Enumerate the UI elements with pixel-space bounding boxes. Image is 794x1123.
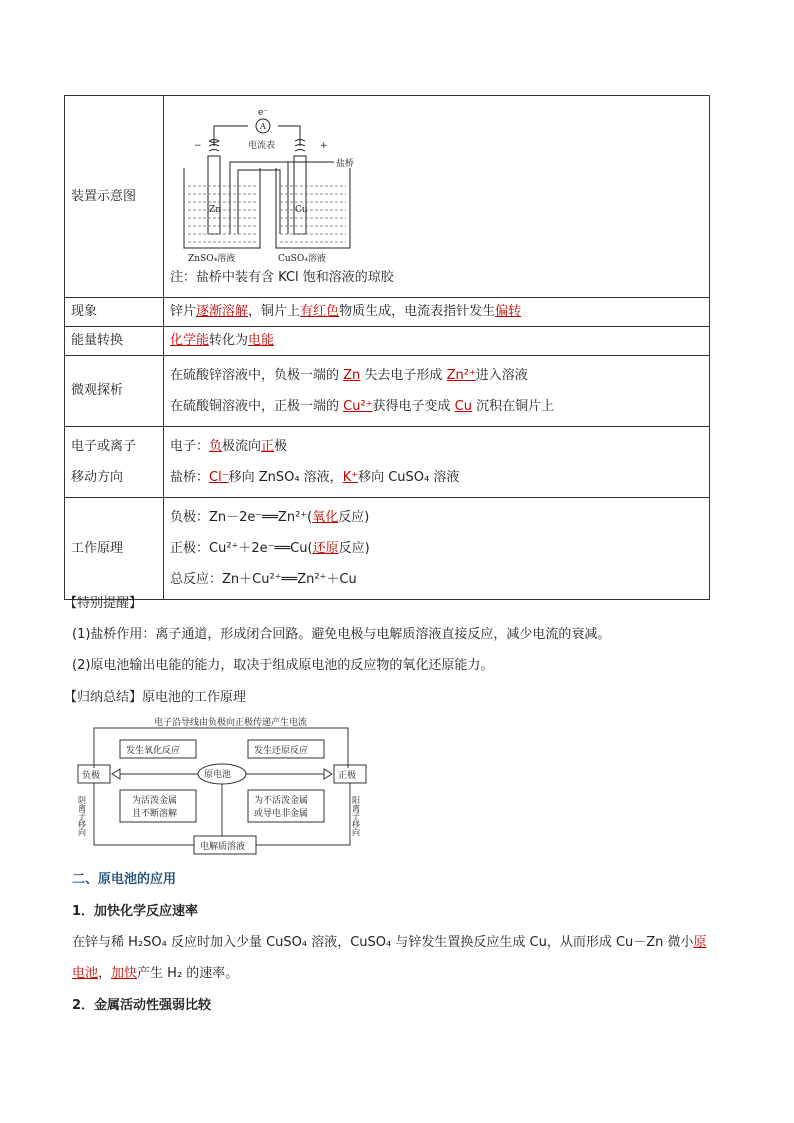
svg-text:负极: 负极 <box>82 771 101 781</box>
row-label: 能量转换 <box>65 327 164 356</box>
subsection-title: 2．金属活动性强弱比较 <box>72 998 212 1013</box>
tip-paragraph: (1)盐桥作用：离子通道，形成闭合回路。避免电极与电解质溶液直接反应，减少电流的衰减。 <box>72 627 611 642</box>
salt-bridge-note: 注：盐桥中装有含 KCl 饱和溶液的琼胶 <box>170 269 394 285</box>
svg-text:电流表: 电流表 <box>248 140 276 151</box>
svg-text:为不活泼金属: 为不活泼金属 <box>254 796 309 806</box>
svg-text:A: A <box>260 121 266 131</box>
paragraph: 在锌与稀 H₂SO₄ 反应时加入少量 CuSO₄ 溶液，CuSO₄ 与锌发生置换反应生成 Cu，从而形成 Cu－Zn 微小原 <box>72 935 707 950</box>
svg-text:发生氧化反应: 发生氧化反应 <box>126 746 181 756</box>
paragraph: 电池，加快产生 H₂ 的速率。 <box>72 966 239 981</box>
svg-text:ZnSO₄溶液: ZnSO₄溶液 <box>188 253 236 264</box>
device-cell <box>164 96 710 298</box>
svg-text:发生还原反应: 发生还原反应 <box>254 746 309 756</box>
row-label: 电子或离子 移动方向 <box>65 427 164 498</box>
svg-text:且不断溶解: 且不断溶解 <box>132 809 178 819</box>
svg-text:盐桥: 盐桥 <box>336 158 355 169</box>
row-label: 装置示意图 <box>65 96 164 298</box>
svg-text:Zn: Zn <box>209 204 222 215</box>
table-row <box>65 298 710 327</box>
svg-text:+: + <box>320 140 328 151</box>
svg-text:为活泼金属: 为活泼金属 <box>132 796 178 806</box>
table-row <box>65 427 710 498</box>
row-label: 工作原理 <box>65 498 164 600</box>
svg-text:阳离子移向: 阳离子移向 <box>351 796 361 836</box>
table-row <box>65 498 710 600</box>
summary-title: 【归纳总结】原电池的工作原理 <box>64 690 247 705</box>
energy-cell: 化学能转化为电能 <box>164 327 710 356</box>
row-label: 微观探析 <box>65 356 164 427</box>
svg-text:电解质溶液: 电解质溶液 <box>200 842 246 852</box>
row-label: 现象 <box>65 298 164 327</box>
subsection-title: 1．加快化学反应速率 <box>72 904 199 919</box>
table-row <box>65 327 710 356</box>
section-title: 二、原电池的应用 <box>72 872 177 887</box>
svg-text:原电池: 原电池 <box>204 770 232 780</box>
svg-text:正极: 正极 <box>338 771 357 781</box>
tip-paragraph: (2)原电池输出电能的能力，取决于组成原电池的反应物的氧化还原能力。 <box>72 658 494 673</box>
phenomenon-cell: 锌片逐渐溶解，铜片上有红色物质生成，电流表指针发生偏转 <box>164 298 710 327</box>
svg-text:阴离子移向: 阴离子移向 <box>77 796 87 836</box>
micro-cell: 在硫酸锌溶液中，负极一端的 Zn 失去电子形成 Zn²⁺进入溶液 在硫酸铜溶液中，正极一端的 Cu²⁺获得电子变成 Cu 沉积在铜片上 <box>164 356 710 427</box>
principle-diagram <box>76 716 372 858</box>
svg-text:电子沿导线由负极向正极传递产生电流: 电子沿导线由负极向正极传递产生电流 <box>154 718 308 728</box>
svg-text:或导电非金属: 或导电非金属 <box>254 809 309 819</box>
info-table <box>64 95 710 600</box>
svg-text:e⁻: e⁻ <box>258 107 269 118</box>
svg-text:CuSO₄溶液: CuSO₄溶液 <box>278 253 326 264</box>
movement-cell: 电子：负极流向正极 盐桥：Cl⁻移向 ZnSO₄ 溶液，K⁺移向 CuSO₄ 溶液 <box>164 427 710 498</box>
tip-title: 【特别提醒】 <box>64 596 143 611</box>
svg-text:Cu: Cu <box>295 204 308 215</box>
table-row <box>65 96 710 298</box>
table-row <box>65 356 710 427</box>
galvanic-cell-figure <box>174 106 394 266</box>
svg-text:−: − <box>194 140 202 151</box>
principle-cell: 负极：Zn－2e⁻══Zn²⁺(氧化反应) 正极：Cu²⁺＋2e⁻══Cu(还原反应) 总反应：Zn＋Cu²⁺══Zn²⁺＋Cu <box>164 498 710 600</box>
